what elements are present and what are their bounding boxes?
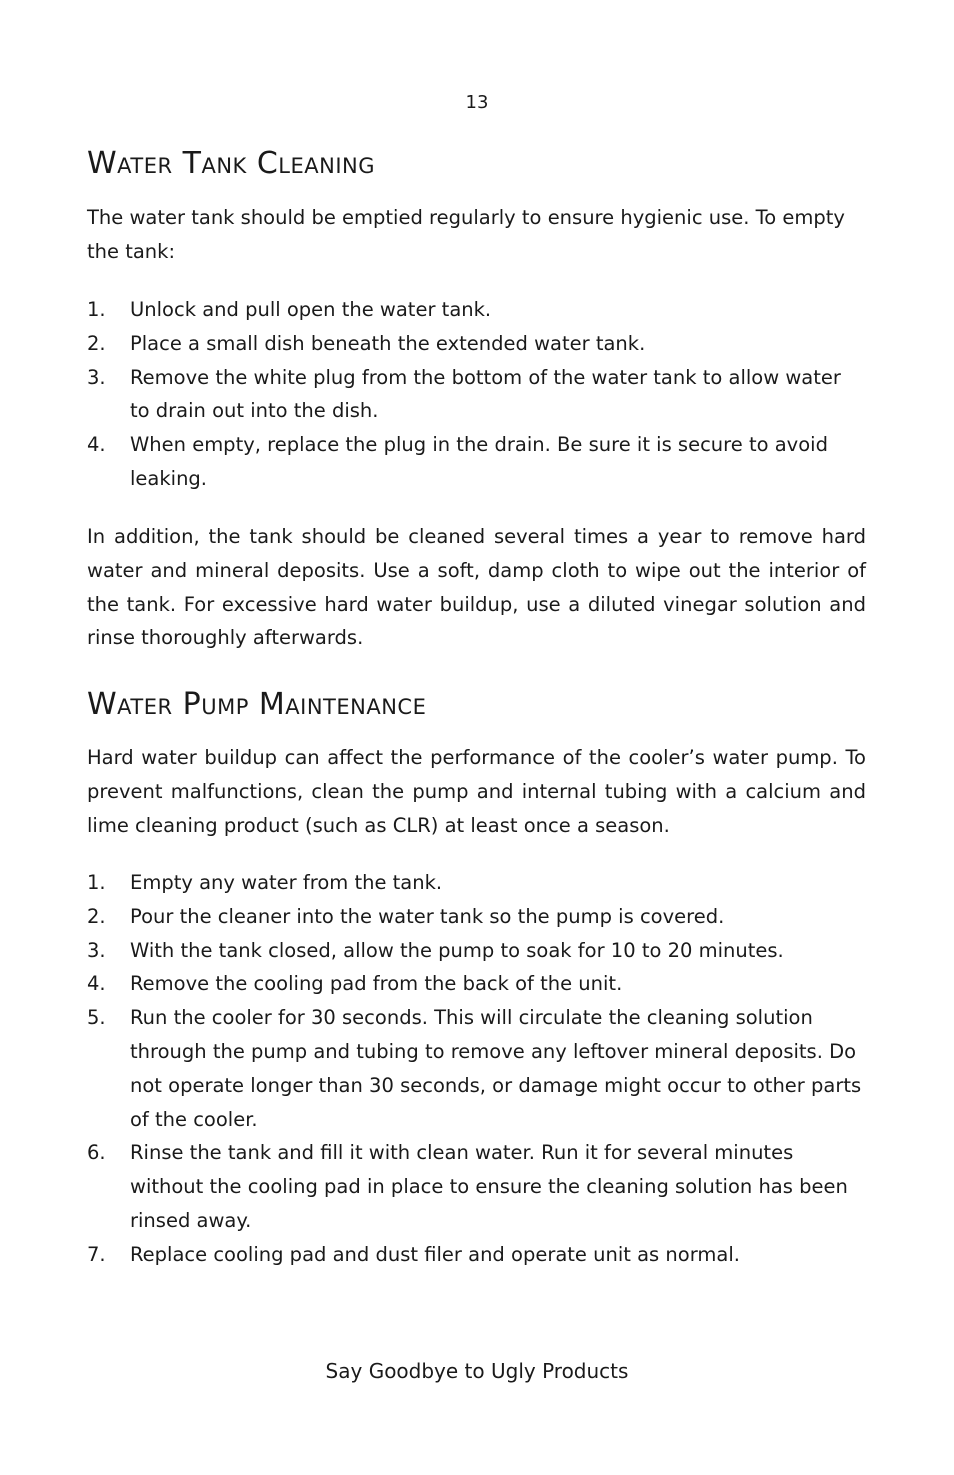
list-item [87,866,866,900]
list-item-number: 3. [87,365,106,389]
section-heading-water-pump-maintenance: Water Pump Maintenance [87,687,427,722]
list-item [87,428,866,496]
list-item [87,934,866,968]
list-item [87,1136,866,1237]
list-item [87,1001,866,1136]
list-item-text: Run the cooler for 30 seconds. This will circulate the cleaning solution through the pump and tubing to remove any leftover mineral deposits. Do not operate longer than 30 seconds, or damage might occur to other parts of the cooler. [130,1006,862,1131]
list-item-text: Place a small dish beneath the extended water tank. [130,331,646,355]
section1-steps-list [87,293,866,496]
list-item-text: When empty, replace the plug in the drain. Be sure it is secure to avoid leaking. [130,433,828,490]
page-footer: Say Goodbye to Ugly Products [325,1359,629,1383]
list-item-number: 4. [87,972,106,996]
section1-outro-paragraph: In addition, the tank should be cleaned several times a year to remove hard water and mineral deposits. Use a soft, damp cloth to wipe out the interior of the tank. For excessive hard water buildup, use a diluted vinegar solution and rinse thoroughly afterwards. [87,525,866,650]
list-item-text: Rinse the tank and fill it with clean water. Run it for several minutes without the cooling pad in place to ensure the cleaning solution has been rinsed away. [130,1141,848,1232]
list-item-text: Replace cooling pad and dust filer and operate unit as normal. [130,1242,740,1266]
list-item-number: 7. [87,1242,106,1266]
list-item-number: 1. [87,298,106,321]
list-item [87,900,866,934]
list-item [87,327,866,361]
list-item-number: 6. [87,1141,106,1165]
list-item [87,1238,866,1272]
section2-intro-paragraph: Hard water buildup can affect the performance of the cooler’s water pump. To prevent malfunctions, clean the pump and internal tubing with a calcium and lime cleaning product (such as CLR) at least once a season. [87,746,866,837]
list-item-text: Remove the cooling pad from the back of the unit. [130,972,623,996]
list-item-number: 5. [87,1006,106,1030]
list-item-number: 1. [87,871,106,894]
section1-intro-paragraph: The water tank should be emptied regularly to ensure hygienic use. To empty the tank: [87,206,845,263]
list-item-number: 4. [87,433,106,457]
list-item-number: 2. [87,904,106,928]
list-item-text: With the tank closed, allow the pump to soak for 10 to 20 minutes. [130,938,784,962]
list-item-text: Remove the white plug from the bottom of the water tank to allow water to drain out into the dish. [130,365,841,423]
list-item-text: Unlock and pull open the water tank. [130,298,492,321]
section2-steps-list [87,866,866,1272]
list-item [87,293,866,327]
list-item-number: 3. [87,938,106,962]
list-item-text: Pour the cleaner into the water tank so the pump is covered. [130,904,725,928]
section-heading-water-tank-cleaning: Water Tank Cleaning [87,146,375,181]
page-number: 13 [465,92,489,113]
list-item-number: 2. [87,331,106,355]
list-item [87,967,866,1001]
list-item [87,361,866,429]
list-item-text: Empty any water from the tank. [130,871,443,894]
